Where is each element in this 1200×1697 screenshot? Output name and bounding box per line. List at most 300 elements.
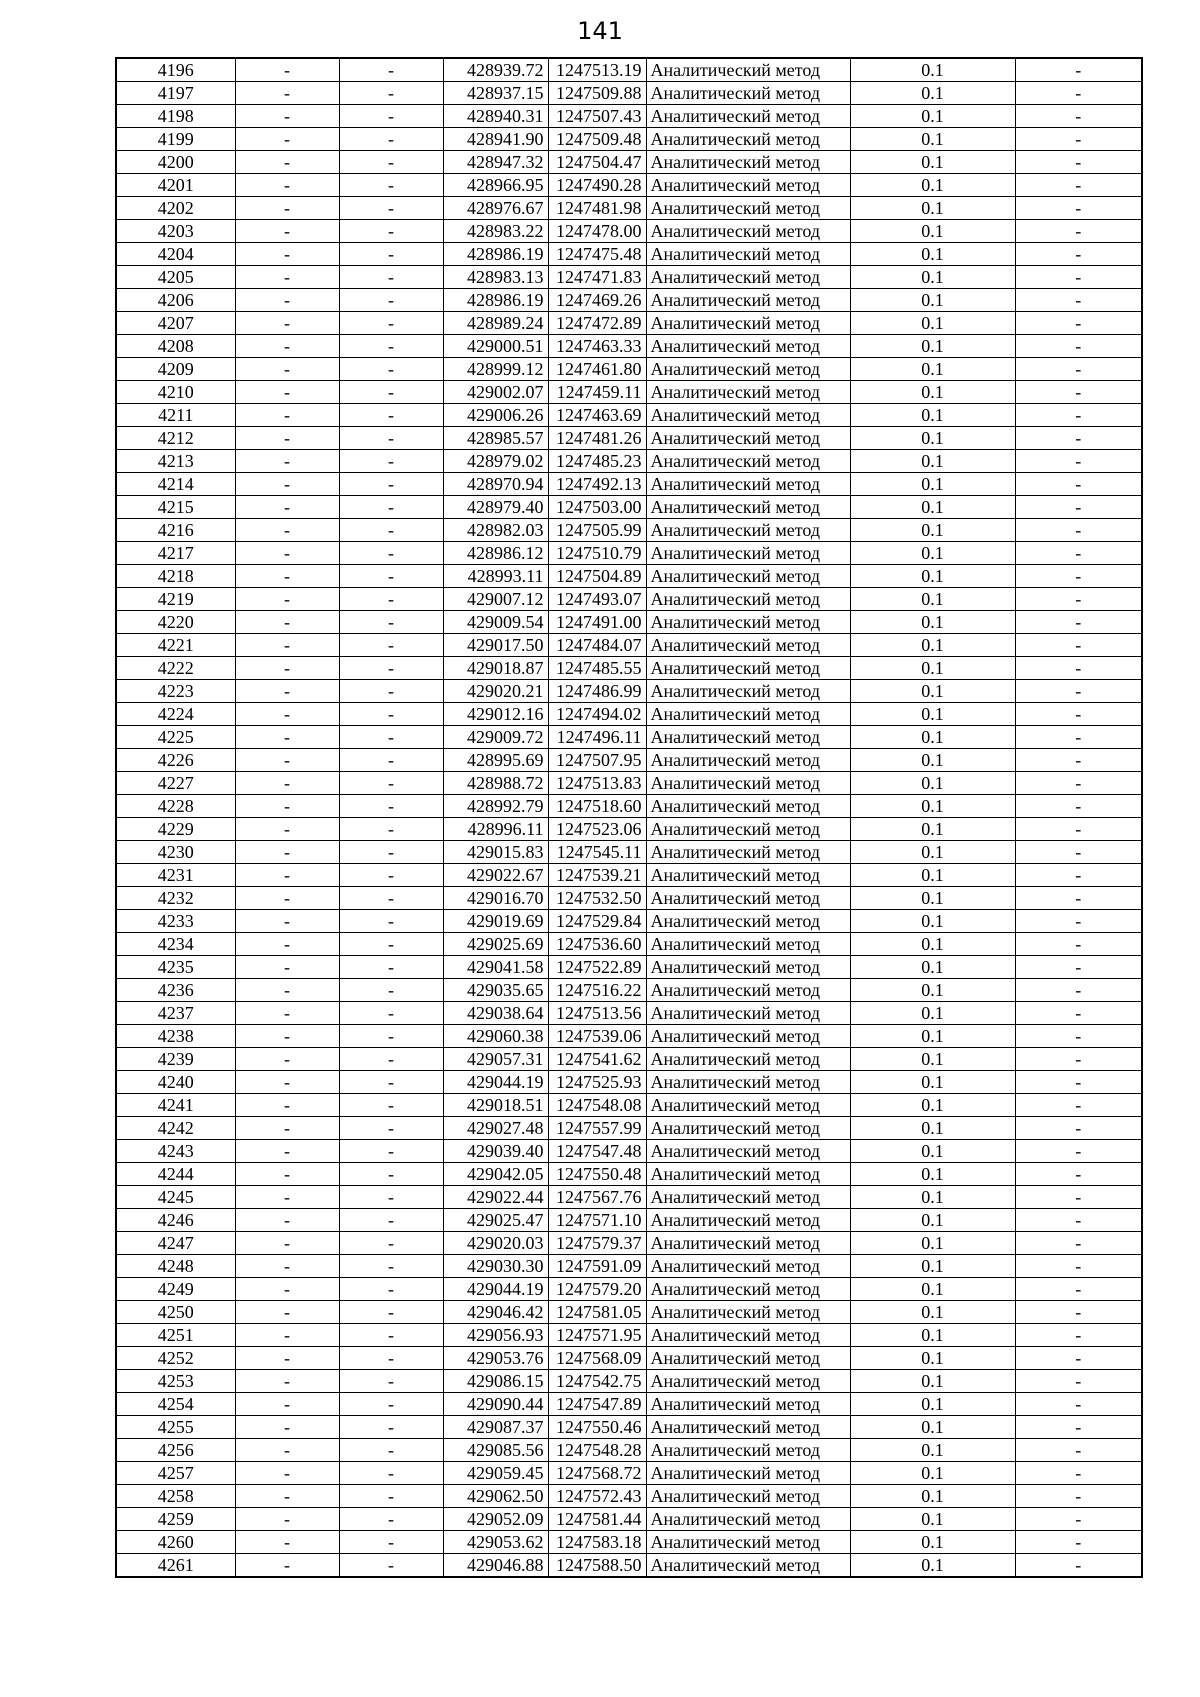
table-row [116,1163,1142,1186]
dash-cell: - [339,450,443,473]
table-row [116,1393,1142,1416]
accuracy-cell: 0.1 [850,588,1015,611]
point-number-cell: 4260 [116,1531,235,1554]
point-number-cell: 4245 [116,1186,235,1209]
dash-cell: - [235,266,339,289]
accuracy-cell: 0.1 [850,1508,1015,1531]
dash-cell: - [339,1531,443,1554]
method-cell: Аналитический метод [646,335,850,358]
method-cell: Аналитический метод [646,404,850,427]
y-coordinate-cell: 1247567.76 [548,1186,646,1209]
method-cell: Аналитический метод [646,450,850,473]
note-cell: - [1015,680,1142,703]
dash-cell: - [339,1554,443,1578]
accuracy-cell: 0.1 [850,1301,1015,1324]
point-number-cell: 4259 [116,1508,235,1531]
y-coordinate-cell: 1247513.83 [548,772,646,795]
table-row [116,1117,1142,1140]
dash-cell: - [339,1255,443,1278]
method-cell: Аналитический метод [646,312,850,335]
dash-cell: - [235,1554,339,1578]
y-coordinate-cell: 1247518.60 [548,795,646,818]
method-cell: Аналитический метод [646,243,850,266]
y-coordinate-cell: 1247484.07 [548,634,646,657]
y-coordinate-cell: 1247550.46 [548,1416,646,1439]
method-cell: Аналитический метод [646,358,850,381]
point-number-cell: 4205 [116,266,235,289]
y-coordinate-cell: 1247525.93 [548,1071,646,1094]
table-row [116,312,1142,335]
note-cell: - [1015,795,1142,818]
y-coordinate-cell: 1247571.10 [548,1209,646,1232]
point-number-cell: 4255 [116,1416,235,1439]
method-cell: Аналитический метод [646,542,850,565]
y-coordinate-cell: 1247536.60 [548,933,646,956]
dash-cell: - [235,1163,339,1186]
dash-cell: - [339,1117,443,1140]
method-cell: Аналитический метод [646,1508,850,1531]
x-coordinate-cell: 429020.03 [443,1232,548,1255]
x-coordinate-cell: 429046.42 [443,1301,548,1324]
point-number-cell: 4230 [116,841,235,864]
point-number-cell: 4233 [116,910,235,933]
y-coordinate-cell: 1247492.13 [548,473,646,496]
dash-cell: - [339,174,443,197]
y-coordinate-cell: 1247571.95 [548,1324,646,1347]
point-number-cell: 4209 [116,358,235,381]
table-row [116,795,1142,818]
note-cell: - [1015,933,1142,956]
method-cell: Аналитический метод [646,473,850,496]
table-row [116,818,1142,841]
point-number-cell: 4217 [116,542,235,565]
point-number-cell: 4200 [116,151,235,174]
accuracy-cell: 0.1 [850,312,1015,335]
note-cell: - [1015,289,1142,312]
note-cell: - [1015,634,1142,657]
dash-cell: - [339,473,443,496]
table-row [116,1140,1142,1163]
point-number-cell: 4249 [116,1278,235,1301]
dash-cell: - [235,1255,339,1278]
x-coordinate-cell: 429022.44 [443,1186,548,1209]
table-row [116,703,1142,726]
table-row [116,243,1142,266]
x-coordinate-cell: 429046.88 [443,1554,548,1578]
dash-cell: - [339,1209,443,1232]
y-coordinate-cell: 1247548.08 [548,1094,646,1117]
table-row [116,174,1142,197]
dash-cell: - [235,105,339,128]
method-cell: Аналитический метод [646,818,850,841]
x-coordinate-cell: 429000.51 [443,335,548,358]
dash-cell: - [339,1140,443,1163]
x-coordinate-cell: 428941.90 [443,128,548,151]
x-coordinate-cell: 428966.95 [443,174,548,197]
accuracy-cell: 0.1 [850,496,1015,519]
x-coordinate-cell: 429062.50 [443,1485,548,1508]
dash-cell: - [235,404,339,427]
dash-cell: - [235,243,339,266]
note-cell: - [1015,749,1142,772]
x-coordinate-cell: 429012.16 [443,703,548,726]
page-number: 141 [577,17,623,45]
x-coordinate-cell: 429030.30 [443,1255,548,1278]
point-number-cell: 4214 [116,473,235,496]
method-cell: Аналитический метод [646,841,850,864]
method-cell: Аналитический метод [646,128,850,151]
dash-cell: - [235,1393,339,1416]
accuracy-cell: 0.1 [850,427,1015,450]
accuracy-cell: 0.1 [850,657,1015,680]
y-coordinate-cell: 1247496.11 [548,726,646,749]
point-number-cell: 4248 [116,1255,235,1278]
point-number-cell: 4202 [116,197,235,220]
dash-cell: - [339,519,443,542]
note-cell: - [1015,703,1142,726]
dash-cell: - [339,1462,443,1485]
accuracy-cell: 0.1 [850,1416,1015,1439]
y-coordinate-cell: 1247471.83 [548,266,646,289]
x-coordinate-cell: 429056.93 [443,1324,548,1347]
note-cell: - [1015,197,1142,220]
y-coordinate-cell: 1247568.09 [548,1347,646,1370]
dash-cell: - [339,58,443,82]
accuracy-cell: 0.1 [850,105,1015,128]
dash-cell: - [235,1048,339,1071]
method-cell: Аналитический метод [646,887,850,910]
x-coordinate-cell: 429035.65 [443,979,548,1002]
method-cell: Аналитический метод [646,1554,850,1578]
dash-cell: - [339,289,443,312]
dash-cell: - [235,933,339,956]
x-coordinate-cell: 428939.72 [443,58,548,82]
x-coordinate-cell: 429053.76 [443,1347,548,1370]
table-row [116,910,1142,933]
note-cell: - [1015,1071,1142,1094]
accuracy-cell: 0.1 [850,1186,1015,1209]
accuracy-cell: 0.1 [850,1140,1015,1163]
dash-cell: - [339,1232,443,1255]
x-coordinate-cell: 429019.69 [443,910,548,933]
x-coordinate-cell: 428970.94 [443,473,548,496]
accuracy-cell: 0.1 [850,473,1015,496]
x-coordinate-cell: 429009.72 [443,726,548,749]
table-row [116,1554,1142,1578]
y-coordinate-cell: 1247469.26 [548,289,646,312]
method-cell: Аналитический метод [646,381,850,404]
method-cell: Аналитический метод [646,703,850,726]
table-row [116,772,1142,795]
x-coordinate-cell: 428992.79 [443,795,548,818]
x-coordinate-cell: 429022.67 [443,864,548,887]
accuracy-cell: 0.1 [850,1094,1015,1117]
x-coordinate-cell: 428988.72 [443,772,548,795]
accuracy-cell: 0.1 [850,772,1015,795]
note-cell: - [1015,864,1142,887]
accuracy-cell: 0.1 [850,565,1015,588]
y-coordinate-cell: 1247459.11 [548,381,646,404]
dash-cell: - [339,726,443,749]
note-cell: - [1015,1485,1142,1508]
point-number-cell: 4256 [116,1439,235,1462]
method-cell: Аналитический метод [646,749,850,772]
accuracy-cell: 0.1 [850,795,1015,818]
table-row [116,128,1142,151]
method-cell: Аналитический метод [646,1370,850,1393]
dash-cell: - [339,128,443,151]
dash-cell: - [339,1163,443,1186]
y-coordinate-cell: 1247568.72 [548,1462,646,1485]
y-coordinate-cell: 1247481.98 [548,197,646,220]
y-coordinate-cell: 1247579.20 [548,1278,646,1301]
dash-cell: - [339,335,443,358]
accuracy-cell: 0.1 [850,174,1015,197]
table-row [116,933,1142,956]
y-coordinate-cell: 1247542.75 [548,1370,646,1393]
dash-cell: - [235,1002,339,1025]
table-row [116,450,1142,473]
y-coordinate-cell: 1247503.00 [548,496,646,519]
table-row [116,1370,1142,1393]
accuracy-cell: 0.1 [850,82,1015,105]
dash-cell: - [235,1186,339,1209]
dash-cell: - [235,1439,339,1462]
accuracy-cell: 0.1 [850,1531,1015,1554]
point-number-cell: 4206 [116,289,235,312]
method-cell: Аналитический метод [646,726,850,749]
accuracy-cell: 0.1 [850,1554,1015,1578]
note-cell: - [1015,1094,1142,1117]
method-cell: Аналитический метод [646,1025,850,1048]
dash-cell: - [339,1485,443,1508]
accuracy-cell: 0.1 [850,519,1015,542]
dash-cell: - [235,1324,339,1347]
accuracy-cell: 0.1 [850,1117,1015,1140]
note-cell: - [1015,151,1142,174]
point-number-cell: 4196 [116,58,235,82]
y-coordinate-cell: 1247522.89 [548,956,646,979]
point-number-cell: 4246 [116,1209,235,1232]
method-cell: Аналитический метод [646,1002,850,1025]
x-coordinate-cell: 428979.40 [443,496,548,519]
method-cell: Аналитический метод [646,588,850,611]
method-cell: Аналитический метод [646,1416,850,1439]
method-cell: Аналитический метод [646,1232,850,1255]
method-cell: Аналитический метод [646,979,850,1002]
table-row [116,749,1142,772]
accuracy-cell: 0.1 [850,864,1015,887]
point-number-cell: 4225 [116,726,235,749]
point-number-cell: 4236 [116,979,235,1002]
dash-cell: - [235,542,339,565]
accuracy-cell: 0.1 [850,1232,1015,1255]
method-cell: Аналитический метод [646,1347,850,1370]
y-coordinate-cell: 1247507.95 [548,749,646,772]
method-cell: Аналитический метод [646,864,850,887]
accuracy-cell: 0.1 [850,358,1015,381]
dash-cell: - [339,1393,443,1416]
y-coordinate-cell: 1247583.18 [548,1531,646,1554]
table-row [116,1071,1142,1094]
dash-cell: - [235,1140,339,1163]
method-cell: Аналитический метод [646,174,850,197]
table-row [116,1094,1142,1117]
dash-cell: - [339,772,443,795]
point-number-cell: 4224 [116,703,235,726]
note-cell: - [1015,657,1142,680]
note-cell: - [1015,58,1142,82]
accuracy-cell: 0.1 [850,220,1015,243]
dash-cell: - [235,450,339,473]
table-row [116,542,1142,565]
table-row [116,289,1142,312]
x-coordinate-cell: 428985.57 [443,427,548,450]
dash-cell: - [235,841,339,864]
y-coordinate-cell: 1247510.79 [548,542,646,565]
note-cell: - [1015,1025,1142,1048]
x-coordinate-cell: 429009.54 [443,611,548,634]
table-row [116,519,1142,542]
accuracy-cell: 0.1 [850,749,1015,772]
accuracy-cell: 0.1 [850,979,1015,1002]
dash-cell: - [235,496,339,519]
dash-cell: - [235,611,339,634]
accuracy-cell: 0.1 [850,1393,1015,1416]
dash-cell: - [235,956,339,979]
x-coordinate-cell: 429052.09 [443,1508,548,1531]
x-coordinate-cell: 429044.19 [443,1278,548,1301]
point-number-cell: 4261 [116,1554,235,1578]
note-cell: - [1015,450,1142,473]
note-cell: - [1015,358,1142,381]
method-cell: Аналитический метод [646,197,850,220]
note-cell: - [1015,841,1142,864]
point-number-cell: 4240 [116,1071,235,1094]
point-number-cell: 4198 [116,105,235,128]
dash-cell: - [235,887,339,910]
dash-cell: - [339,496,443,519]
accuracy-cell: 0.1 [850,1347,1015,1370]
method-cell: Аналитический метод [646,933,850,956]
y-coordinate-cell: 1247463.69 [548,404,646,427]
x-coordinate-cell: 428937.15 [443,82,548,105]
x-coordinate-cell: 429018.87 [443,657,548,680]
note-cell: - [1015,910,1142,933]
table-row [116,58,1142,82]
y-coordinate-cell: 1247572.43 [548,1485,646,1508]
y-coordinate-cell: 1247516.22 [548,979,646,1002]
y-coordinate-cell: 1247557.99 [548,1117,646,1140]
x-coordinate-cell: 429041.58 [443,956,548,979]
accuracy-cell: 0.1 [850,634,1015,657]
dash-cell: - [339,197,443,220]
y-coordinate-cell: 1247472.89 [548,312,646,335]
dash-cell: - [235,657,339,680]
point-number-cell: 4252 [116,1347,235,1370]
dash-cell: - [235,680,339,703]
x-coordinate-cell: 428986.19 [443,289,548,312]
table-row [116,1462,1142,1485]
table-row [116,841,1142,864]
table-row [116,82,1142,105]
note-cell: - [1015,1048,1142,1071]
point-number-cell: 4243 [116,1140,235,1163]
x-coordinate-cell: 429018.51 [443,1094,548,1117]
dash-cell: - [339,381,443,404]
note-cell: - [1015,1347,1142,1370]
point-number-cell: 4203 [116,220,235,243]
table-row [116,1048,1142,1071]
x-coordinate-cell: 428976.67 [443,197,548,220]
y-coordinate-cell: 1247550.48 [548,1163,646,1186]
method-cell: Аналитический метод [646,266,850,289]
table-row [116,887,1142,910]
x-coordinate-cell: 428983.13 [443,266,548,289]
dash-cell: - [235,565,339,588]
y-coordinate-cell: 1247541.62 [548,1048,646,1071]
method-cell: Аналитический метод [646,220,850,243]
x-coordinate-cell: 429027.48 [443,1117,548,1140]
accuracy-cell: 0.1 [850,1462,1015,1485]
table-row [116,381,1142,404]
dash-cell: - [339,1370,443,1393]
dash-cell: - [235,864,339,887]
dash-cell: - [339,1508,443,1531]
dash-cell: - [235,174,339,197]
x-coordinate-cell: 428993.11 [443,565,548,588]
x-coordinate-cell: 429087.37 [443,1416,548,1439]
note-cell: - [1015,979,1142,1002]
coordinates-table [115,57,1143,1578]
accuracy-cell: 0.1 [850,1209,1015,1232]
method-cell: Аналитический метод [646,1439,850,1462]
note-cell: - [1015,243,1142,266]
accuracy-cell: 0.1 [850,818,1015,841]
method-cell: Аналитический метод [646,1048,850,1071]
dash-cell: - [235,1117,339,1140]
note-cell: - [1015,1186,1142,1209]
accuracy-cell: 0.1 [850,1002,1015,1025]
point-number-cell: 4241 [116,1094,235,1117]
note-cell: - [1015,1117,1142,1140]
note-cell: - [1015,1324,1142,1347]
dash-cell: - [339,1301,443,1324]
point-number-cell: 4218 [116,565,235,588]
table-row [116,496,1142,519]
y-coordinate-cell: 1247545.11 [548,841,646,864]
dash-cell: - [235,1531,339,1554]
y-coordinate-cell: 1247485.23 [548,450,646,473]
point-number-cell: 4207 [116,312,235,335]
point-number-cell: 4229 [116,818,235,841]
dash-cell: - [339,1094,443,1117]
method-cell: Аналитический метод [646,1462,850,1485]
x-coordinate-cell: 429002.07 [443,381,548,404]
x-coordinate-cell: 428986.12 [443,542,548,565]
dash-cell: - [235,795,339,818]
dash-cell: - [339,657,443,680]
y-coordinate-cell: 1247547.48 [548,1140,646,1163]
method-cell: Аналитический метод [646,105,850,128]
x-coordinate-cell: 428999.12 [443,358,548,381]
accuracy-cell: 0.1 [850,542,1015,565]
point-number-cell: 4208 [116,335,235,358]
y-coordinate-cell: 1247581.44 [548,1508,646,1531]
method-cell: Аналитический метод [646,1324,850,1347]
table-row [116,1439,1142,1462]
accuracy-cell: 0.1 [850,197,1015,220]
